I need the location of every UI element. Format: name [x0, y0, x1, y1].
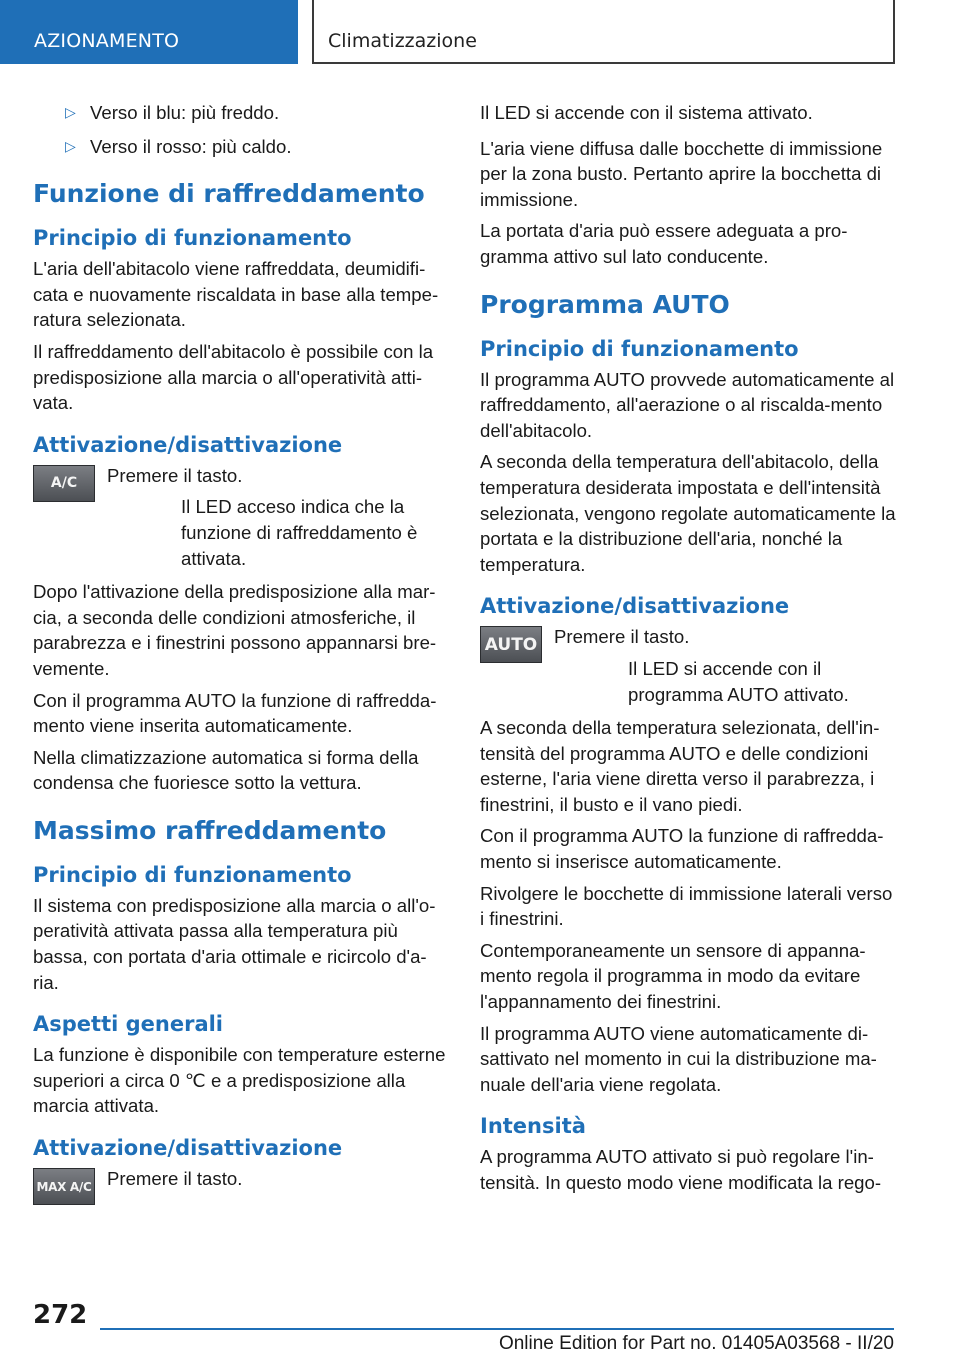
key-instruction [480, 624, 898, 707]
paragraph: Il LED si accende con il sistema attivato. [480, 102, 813, 123]
heading-principle: Principio di funzionamento [480, 336, 799, 361]
list-item: ▷ Verso il blu: più freddo. [33, 100, 448, 126]
paragraph: Con il programma AUTO la funzione di raffredda-mento viene inserita automaticamente. [33, 689, 437, 737]
heading-auto-program: Programma AUTO [480, 289, 730, 319]
paragraph: Il raffreddamento dell'abitacolo è possibile con la predisposizione alla marcia o all'operatività atti-vata. [33, 340, 434, 414]
paragraph: Dopo l'attivazione della predisposizione alla mar-cia, a seconda delle condizioni atmosferiche, il parabrezza e i finestrini possono appannarsi bre-vemente. [33, 581, 437, 679]
paragraph: Nella climatizzazione automatica si forma della condensa che fuoriesce sotto la vettura. [33, 746, 419, 794]
key-instruction [33, 1166, 448, 1230]
right-column [480, 100, 898, 1202]
heading-cooling-function: Funzione di raffreddamento [33, 179, 425, 209]
section-title: AZIONAMENTO [34, 30, 180, 52]
paragraph: L'aria viene diffusa dalle bocchette di immissione per la zona busto. Pertanto aprire la bocchetta di immissione. [480, 137, 883, 210]
paragraph: Il LED si accende con il programma AUTO attivato. [628, 657, 849, 705]
header-section-tab [0, 0, 298, 64]
paragraph: Rivolgere le bocchette di immissione laterali verso i finestrini. [480, 882, 893, 930]
paragraph: La funzione è disponibile con temperature esterne superiori a circa 0 ℃ e a predisposizione alla marcia attivata. [33, 1044, 446, 1117]
heading-principle: Principio di funzionamento [33, 862, 352, 887]
ac-button-icon: A/C [33, 465, 95, 502]
heading-activation: Attivazione/disattivazione [33, 1136, 343, 1161]
heading-principle: Principio di funzionamento [33, 226, 352, 251]
page-number: 272 [33, 1300, 88, 1330]
left-column [33, 100, 448, 1234]
auto-button-icon: AUTO [480, 626, 542, 663]
paragraph: Il programma AUTO provvede automaticamente al raffreddamento, all'aerazione o al riscalda-mento dell'abitacolo. [480, 368, 895, 441]
paragraph: Il programma AUTO viene automaticamente di-sattivato nel momento in cui la distribuzione ma-nuale dell'aria viene regolata. [480, 1022, 877, 1095]
paragraph: Con il programma AUTO la funzione di raffredda-mento si inserisce automaticamente. [480, 825, 884, 873]
paragraph: Premere il tasto. [554, 626, 690, 648]
list-item: ▷ Verso il rosso: più caldo. [33, 134, 448, 160]
triangle-bullet-icon: ▷ [65, 137, 76, 154]
footer-divider [100, 1328, 894, 1330]
heading-activation: Attivazione/disattivazione [33, 432, 343, 457]
paragraph: A programma AUTO attivato si può regolare l'in-tensità. In questo modo viene modificata la rego- [480, 1146, 882, 1193]
triangle-bullet-icon: ▷ [65, 104, 76, 120]
bullet-list [33, 100, 448, 159]
footer-edition: Online Edition for Part no. 01405A03568 - II/20 [498, 1333, 894, 1354]
paragraph: A seconda della temperatura dell'abitacolo, della temperatura desiderata impostata e dell'intensità selezionata, vengono regolate automaticamente la portata e la distribuzione dell'aria, nonché la temperatura. [480, 451, 896, 575]
paragraph: Il sistema con predisposizione alla marcia o all'o-peratività attivata passa alla temperatura più bassa, con portata d'aria ottimale e ricircolo d'a-ria. [33, 894, 436, 993]
header-chapter-tab [312, 0, 895, 64]
paragraph: A seconda della temperatura selezionata, dell'in-tensità del programma AUTO e delle condizioni esterne, l'aria viene diretta verso il parabrezza, i finestrini, il busto e il vano piedi. [480, 717, 880, 815]
paragraph: Premere il tasto. [107, 1168, 243, 1190]
heading-activation: Attivazione/disattivazione [480, 594, 790, 619]
key-instruction [33, 463, 448, 571]
paragraph: L'aria dell'abitacolo viene raffreddata, deumidifi-cata e nuovamente riscaldata in base alla tempe-ratura selezionata. [33, 258, 439, 331]
heading-max-cooling: Massimo raffreddamento [33, 815, 387, 845]
paragraph: Il LED acceso indica che la funzione di raffreddamento è attivata. [181, 496, 418, 569]
heading-intensity: Intensità [480, 1114, 586, 1139]
max-ac-button-icon: MAX A/C [33, 1168, 95, 1205]
chapter-title: Climatizzazione [328, 30, 477, 52]
paragraph: Contemporaneamente un sensore di appanna-mento regola il programma in modo da evitare l'appannamento dei finestrini. [480, 939, 866, 1013]
paragraph: La portata d'aria può essere adeguata a pro-gramma attivo sul lato conducente. [480, 220, 848, 267]
paragraph: Premere il tasto. [107, 464, 243, 486]
heading-general: Aspetti generali [33, 1012, 224, 1037]
